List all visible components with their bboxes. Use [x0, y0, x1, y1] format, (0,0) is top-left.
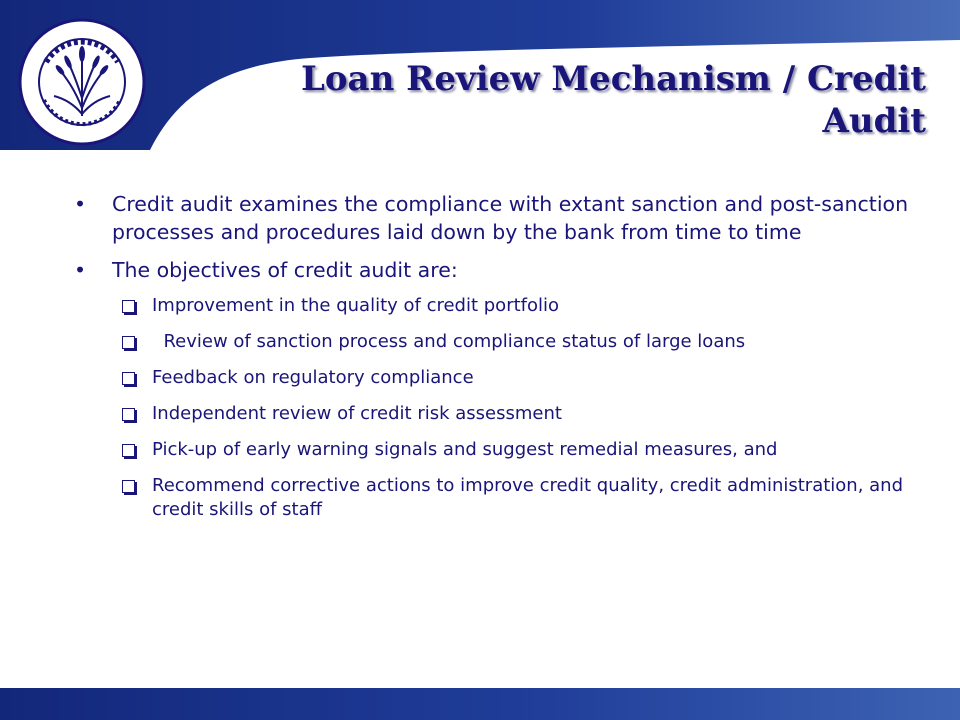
slide-content	[72, 190, 912, 534]
checkbox-square-icon	[122, 444, 135, 457]
college-emblem-icon	[18, 18, 146, 146]
objective-item	[72, 294, 912, 318]
objectives-list	[72, 294, 912, 522]
checkbox-square-icon	[122, 300, 135, 313]
objective-text: Recommend corrective actions to improve credit quality, credit administration, and credit skills of staff	[152, 475, 909, 520]
objective-item	[72, 438, 912, 462]
checkbox-square-icon	[122, 372, 135, 385]
objective-item	[72, 474, 912, 522]
bullet-text: The objectives of credit audit are:	[112, 258, 458, 282]
checkbox-square-icon	[122, 480, 135, 493]
objective-text: Improvement in the quality of credit portfolio	[152, 295, 560, 316]
bullet-item	[72, 256, 912, 284]
objective-text: Pick-up of early warning signals and suggest remedial measures, and	[152, 439, 778, 460]
objective-item	[72, 402, 912, 426]
slide-title: Loan Review Mechanism / Credit Audit	[300, 59, 926, 141]
checkbox-square-icon	[122, 408, 135, 421]
bullet-item	[72, 190, 912, 246]
objective-item	[72, 330, 912, 354]
objective-text: Independent review of credit risk assessment	[152, 403, 562, 424]
footer-band	[0, 688, 960, 720]
bullet-list	[72, 190, 912, 284]
objective-text: Review of sanction process and compliance status of large loans	[152, 331, 746, 352]
bullet-text: Credit audit examines the compliance with extant sanction and post-sanction processes and procedures laid down by the bank from time to time	[112, 192, 909, 244]
bullet-dot-icon: •	[74, 258, 87, 282]
bullet-dot-icon: •	[74, 192, 87, 216]
checkbox-square-icon	[122, 336, 135, 349]
objective-text: Feedback on regulatory compliance	[152, 367, 474, 388]
objective-item	[72, 366, 912, 390]
